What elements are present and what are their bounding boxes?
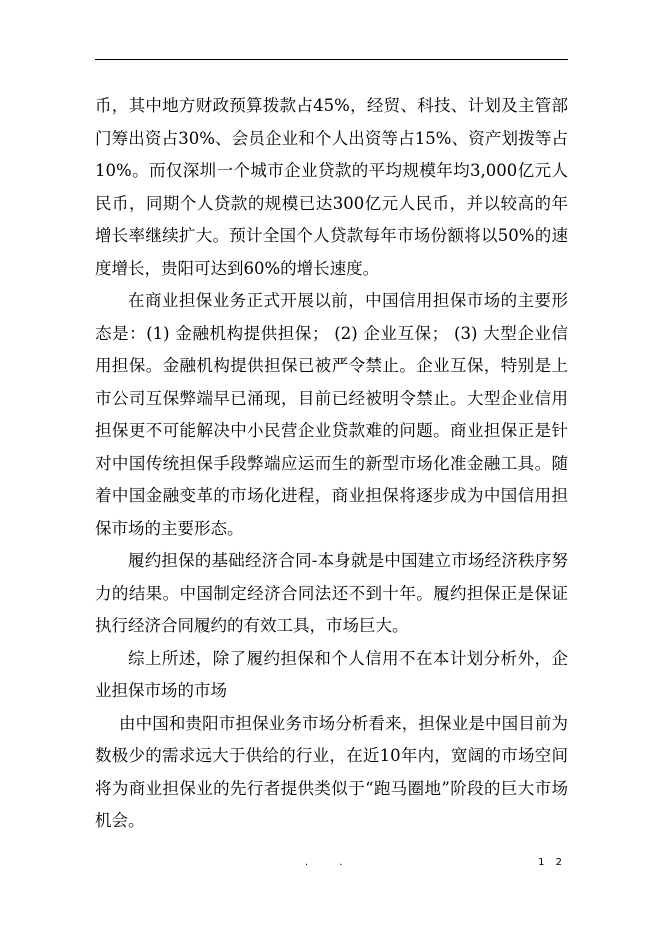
paragraph-guarantee-forms: 在商业担保业务正式开展以前，中国信用担保市场的主要形态是：(1) 金融机构提供担保； (2) 企业互保； (3) 大型企业信用担保。金融机构提供担保已被严令禁止。企业互保，特别是上市公司互保弊端早已涌现，目前已经被明令禁止。大型企业信用担保更不可能解决中小民营企业贷款难的问题。商业担保正是针对中国传统担保手段弊端应运而生的新型市场化准金融工具。随着中国金融变革的市场化进程，商业担保将逐步成为中国信用担保市场的主要形态。 (95, 291, 568, 538)
body-text (95, 90, 568, 838)
paragraph-market-opportunity: 由中国和贵阳市担保业务市场分析看来，担保业是中国目前为数极少的需求远大于供给的行业，在近10年内，宽阔的市场空间将为商业担保业的先行者提供类似于“跑马圈地”阶段的巨大市场机会。 (95, 713, 568, 830)
page-number: 1 2 (538, 857, 566, 868)
page-footer (95, 853, 568, 873)
paragraph-summary: 综上所述，除了履约担保和个人信用不在本计划分析外，企业担保市场的市场 (95, 648, 568, 700)
footer-dots: . . (305, 857, 357, 868)
paragraph-performance-guarantee: 履约担保的基础经济合同-本身就是中国建立市场经济秩序努力的结果。中国制定经济合同法还不到十年。履约担保正是保证执行经济合同履约的有效工具，市场巨大。 (95, 551, 568, 635)
paragraph-loan-scale: 币，其中地方财政预算拨款占45%，经贸、科技、计划及主管部门筹出资占30%、会员企业和个人出资等占15%、资产划拨等占10%。而仅深圳一个城市企业贷款的平均规模年均3,000亿元人民币，同期个人贷款的规模已达300亿元人民币，并以较高的年增长率继续扩大。预计全国个人贷款每年市场份额将以50%的速度增长，贵阳可达到60%的增长速度。 (95, 96, 568, 278)
header-rule (95, 59, 568, 60)
